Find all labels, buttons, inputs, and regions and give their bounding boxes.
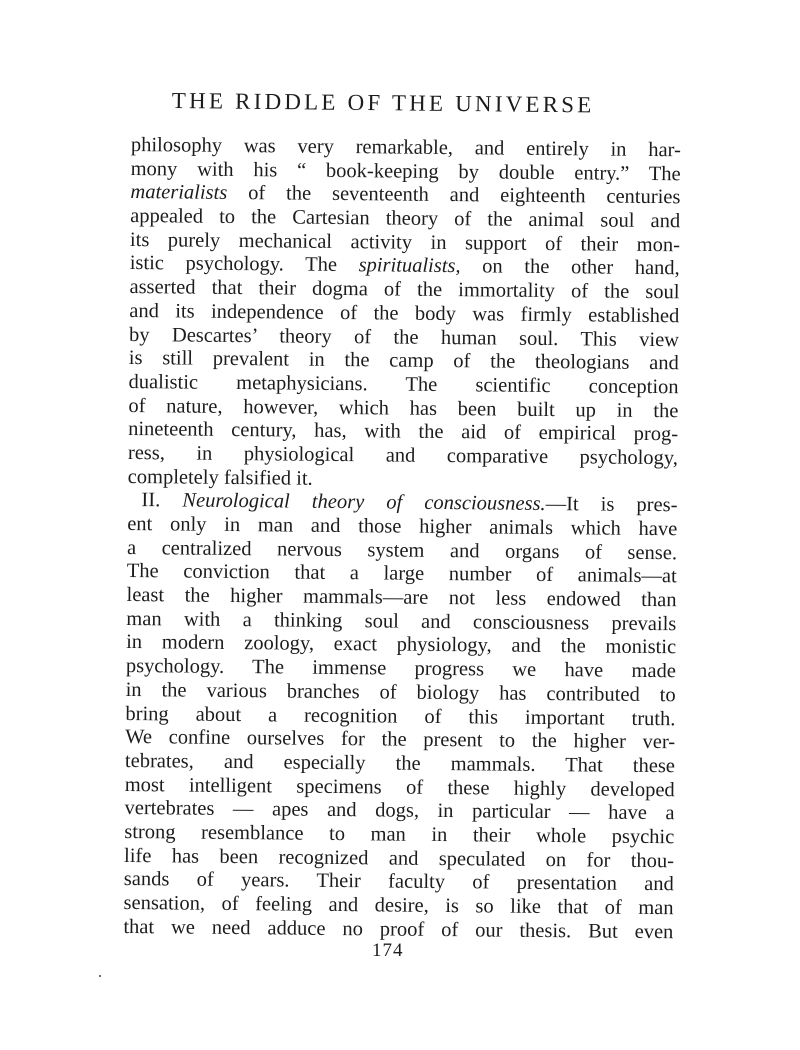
italic-run: spiritualists,	[358, 254, 461, 278]
text-run: of the seventeenth and eighteenth centuries	[227, 182, 681, 209]
text-run: sands of years. Their faculty of presentation and	[123, 868, 674, 896]
text-run: least the higher mammals—are not less endowed than	[126, 584, 677, 612]
running-head: THE RIDDLE OF THE UNIVERSE	[171, 88, 595, 118]
text-run: nineteenth century, has, with the aid of empirical prog-	[128, 418, 679, 446]
text-run: life has been recognized and speculated on for thou-	[123, 844, 675, 872]
text-run: in modern zoology, exact physiology, and the monistic	[126, 631, 677, 659]
text-run: of nature, however, which has been built up in the	[128, 394, 679, 422]
text-run: on the other hand,	[460, 255, 680, 280]
text-run: istic psychology. The	[129, 252, 359, 277]
text-run: is still prevalent in the camp of the theologians and	[128, 347, 679, 375]
text-run: The conviction that a large number of animals—at	[126, 560, 677, 588]
page-number: 174	[372, 940, 404, 961]
paper-speck	[99, 975, 101, 977]
text-run: II.	[141, 489, 183, 512]
text-run: by Descartes’ theory of the human soul. This view	[128, 323, 680, 351]
text-run: We confine ourselves for the present to the higher ver-	[125, 726, 676, 754]
italic-run: materialists	[130, 181, 228, 205]
text-run: strong resemblance to man in their whole psychic	[124, 820, 675, 849]
text-run: ress, in physiological and comparative psychology,	[127, 441, 679, 470]
text-run: in the various branches of biology has contributed to	[125, 678, 676, 707]
text-run: completely falsified it.	[127, 465, 313, 490]
text-run: philosophy was very remarkable, and entirely in har-	[130, 134, 681, 162]
text-run: most intelligent specimens of these highly developed	[124, 773, 675, 801]
italic-run: Neurological theory of consciousness.	[182, 489, 546, 516]
text-run: ent only in man and those higher animals which have	[127, 512, 678, 541]
text-run: vertebrates — apes and dogs, in particular — have a	[124, 797, 675, 825]
text-run: that we need adduce no proof of our thesis. But even	[123, 915, 674, 943]
text-run: —It is pres-	[545, 493, 678, 517]
text-run: its purely mechanical activity in support of their mon-	[129, 228, 681, 257]
text-run: a centralized nervous system and organs of sense.	[126, 536, 678, 564]
text-run: dualistic metaphysicians. The scientific conception	[128, 370, 679, 399]
text-run: man with a thinking soul and consciousness prevails	[126, 607, 677, 636]
text-run: asserted that their dogma of the immortality of the soul	[129, 276, 680, 304]
text-run: mony with his “ book-keeping by double entry.” The	[130, 157, 681, 185]
text-run: psychology. The immense progress we have made	[125, 655, 676, 683]
text-run: bring about a recognition of this important truth.	[125, 702, 676, 730]
text-run: sensation, of feeling and desire, is so like that of man	[123, 891, 674, 920]
text-run: appealed to the Cartesian theory of the animal soul and	[130, 205, 681, 233]
body-text	[123, 134, 681, 945]
text-run: and its independence of the body was firmly established	[129, 299, 680, 328]
text-run: tebrates, and especially the mammals. That these	[124, 749, 676, 778]
